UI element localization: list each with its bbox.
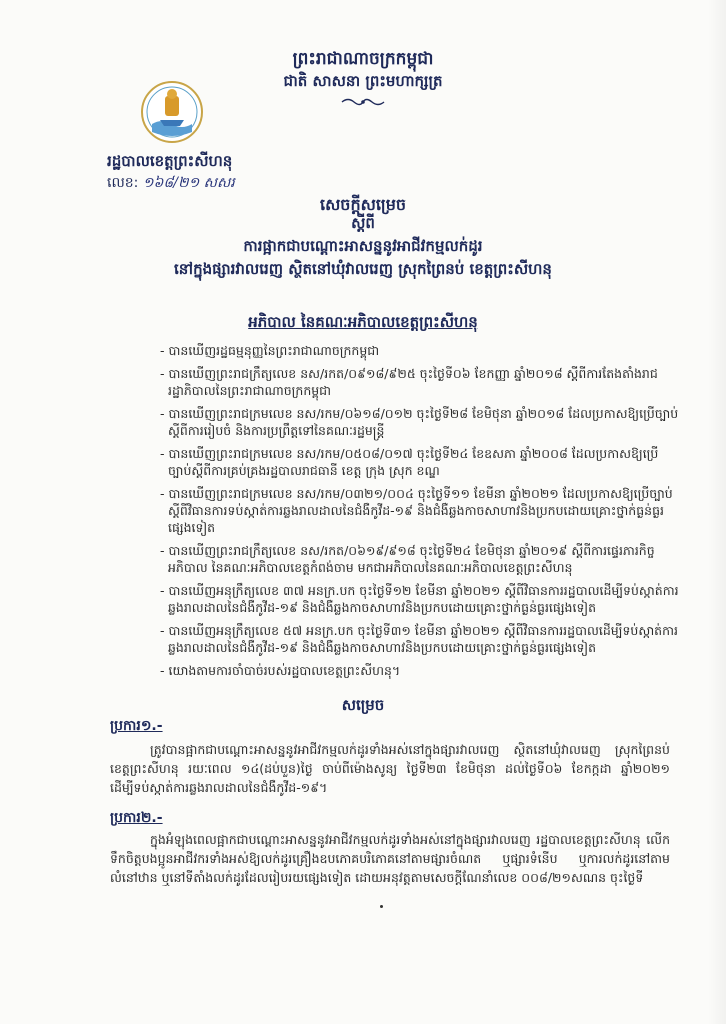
consideration-item: - បានឃើញព្រះរាជក្រមលេខ នស/រកម/០៦១៨/០១២ ចុះថ្ងៃទី២៨ ខែមិថុនា ឆ្នាំ២០១៨ ដែលប្រកាសឱ្យប្រើច្បាប់ស្តីពីការរៀបចំ និងការប្រព្រឹត្តទៅនៃគណៈរដ្ឋមន្ត្រី	[160, 406, 679, 438]
issuing-authority: រដ្ឋបាលខេត្តព្រះសីហនុ	[107, 152, 233, 170]
governor-heading: អភិបាល នៃគណៈអភិបាលខេត្តព្រះសីហនុ	[248, 313, 478, 331]
kingdom-heading: ព្រះរាជាណាចក្រកម្ពុជា	[292, 49, 434, 69]
document-number-label: លេខ:	[107, 175, 139, 191]
article-1-heading: ប្រការ១.-	[110, 718, 163, 734]
decision-subject-line2: នៅក្នុងផ្សារវាលរេញ ស្ថិតនៅឃុំវាលរេញ ស្រុកព្រៃនប់ ខេត្តព្រះសីហនុ	[174, 260, 552, 278]
page-edge-shadow	[708, 0, 726, 1024]
consideration-item: - បានឃើញព្រះរាជក្រឹត្យលេខ នស/រកត/០៩១៨/៩២៥ ចុះថ្ងៃទី០៦ ខែកញ្ញា ឆ្នាំ២០១៨ ស្តីពីការតែងតាំងរាជរដ្ឋាភិបាលនៃព្រះរាជាណាចក្រកម្ពុជា	[160, 366, 658, 398]
ornament-divider-icon	[340, 96, 386, 108]
article-2-heading: ប្រការ២.-	[110, 810, 163, 826]
considerations-list	[160, 342, 680, 685]
consideration-item: - បានឃើញព្រះរាជក្រមលេខ នស/រកម/០៥០៨/០១៧ ចុះថ្ងៃទី២៤ ខែឧសភា ឆ្នាំ២០០៨ ដែលប្រកាសឱ្យប្រើច្បាប់ស្តីពីការគ្រប់គ្រងរដ្ឋបាលរាជធានី ខេត្ត ក្រុង ស្រុក ខណ្ឌ	[160, 446, 659, 478]
document-number	[107, 173, 235, 193]
decides-heading: សម្រេច	[341, 696, 385, 714]
decision-title: សេចក្តីសម្រេច	[319, 195, 406, 214]
consideration-item: - បានឃើញព្រះរាជក្រមលេខ នស/រកម/០៣២១/០០៤ ចុះថ្ងៃទី១១ ខែមីនា ឆ្នាំ២០២១ ដែលប្រកាសឱ្យប្រើច្បាប់ស្តីពីវិធានការទប់ស្កាត់ការឆ្លងរាលដាលនៃជំងឺកូវីដ-១៩ និងជំងឺឆ្លងកាចសាហាវនិងប្រកបដោយគ្រោះថ្នាក់ធ្ងន់ធ្ងរផ្សេងទៀត	[160, 486, 673, 535]
national-motto: ជាតិ សាសនា ព្រះមហាក្សត្រ	[283, 72, 443, 90]
article-2-body: ក្នុងអំឡុងពេលផ្អាកជាបណ្តោះអាសន្ននូវអាជីវកម្មលក់ដូរទាំងអស់នៅក្នុងផ្សារវាលរេញ រដ្ឋបាលខេត្តព្រះសីហនុ លើកទឹកចិត្តបងប្អូនអាជីវករទាំងអស់ឱ្យលក់ដូរគ្រឿងឧបភោគបរិភោគនៅតាមផ្សារចំណត ឬផ្សារទំនើប ឬការលក់ដូរនៅតាមលំនៅឋាន ឬនៅទីតាំងលក់ដូរដែលរៀបរយផ្សេងទៀត ដោយអនុវត្តតាមសេចក្តីណែនាំលេខ ០០៨/២១សណន ចុះថ្ងៃទី	[110, 832, 670, 885]
provincial-seal-icon	[140, 80, 204, 144]
article-1-body: ត្រូវបានផ្អាកជាបណ្តោះអាសន្ននូវអាជីវកម្មលក់ដូរទាំងអស់នៅក្នុងផ្សារវាលរេញ ស្ថិតនៅឃុំវាលរេញ ស្រុកព្រៃនប់ ខេត្តព្រះសីហនុ រយៈពេល ១៤(ដប់បួន)ថ្ងៃ ចាប់ពីម៉ោងសូន្យ ថ្ងៃទី២៣ ខែមិថុនា ដល់ថ្ងៃទី០៦ ខែកក្កដា ឆ្នាំ២០២១ ដើម្បីទប់ស្កាត់ការឆ្លងរាលដាលនៃជំងឺកូវីដ-១៩។	[110, 742, 670, 795]
decision-subject-line1: ការផ្អាកជាបណ្តោះអាសន្ននូវអាជីវកម្មលក់ដូរ	[243, 237, 483, 255]
consideration-item: - បានឃើញរដ្ឋធម្មនុញ្ញនៃព្រះរាជាណាចក្រកម្ពុជា	[160, 343, 380, 358]
document-number-value: ១៦៨/២១ សសរ	[142, 175, 235, 191]
consideration-item: - បានឃើញអនុក្រឹត្យលេខ ៥៧ អនក្រ.បក ចុះថ្ងៃទី៣១ ខែមីនា ឆ្នាំ២០២១ ស្តីពីវិធានការរដ្ឋបាលដើម្បីទប់ស្កាត់ការឆ្លងរាលដាលនៃជំងឺកូវីដ-១៩ និងជំងឺឆ្លងកាចសាហាវនិងប្រកបដោយគ្រោះថ្នាក់ធ្ងន់ធ្ងរផ្សេងទៀត	[160, 623, 678, 655]
consideration-item: - យោងតាមការចាំបាច់របស់រដ្ឋបាលខេត្តព្រះសីហនុ។	[160, 663, 401, 678]
consideration-item: - បានឃើញព្រះរាជក្រឹត្យលេខ នស/រកត/០៦១៩/៩១៨ ចុះថ្ងៃទី២៤ ខែមិថុនា ឆ្នាំ២០១៩ ស្តីពីការផ្ទេរភារកិច្ចអភិបាល នៃគណៈអភិបាលខេត្តកំពង់ចាម មកជាអភិបាលនៃគណៈអភិបាលខេត្តព្រះសីហនុ	[160, 543, 655, 575]
scan-mark	[380, 905, 383, 908]
decision-on-label: ស្តីពី	[351, 214, 375, 232]
consideration-item: - បានឃើញអនុក្រឹត្យលេខ ៣៧ អនក្រ.បក ចុះថ្ងៃទី១២ ខែមីនា ឆ្នាំ២០២១ ស្តីពីវិធានការរដ្ឋបាលដើម្បីទប់ស្កាត់ការឆ្លងរាលដាលនៃជំងឺកូវីដ-១៩ និងជំងឺឆ្លងកាចសាហាវនិងប្រកបដោយគ្រោះថ្នាក់ធ្ងន់ធ្ងរផ្សេងទៀត	[160, 583, 679, 615]
